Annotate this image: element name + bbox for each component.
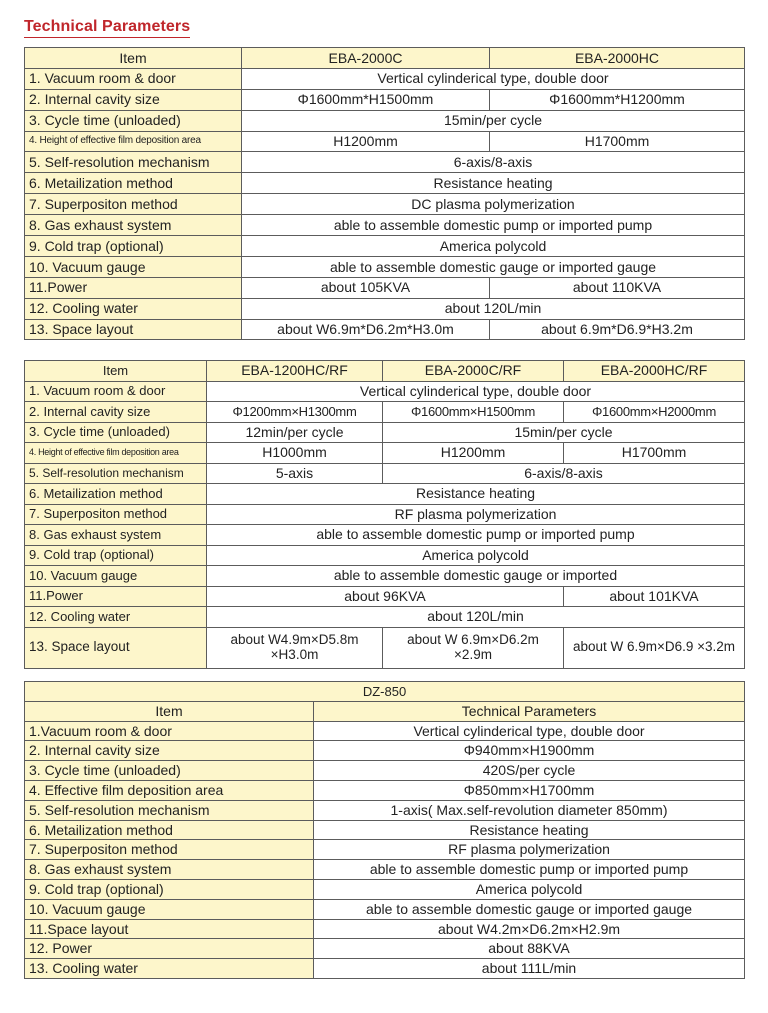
table-row <box>25 152 745 173</box>
row-label: 2. Internal cavity size <box>25 89 242 110</box>
row-value: Vertical cylinderical type, double door <box>314 721 745 741</box>
row-value: about 120L/min <box>242 298 745 319</box>
row-label: 10. Vacuum gauge <box>25 256 242 277</box>
table-row <box>25 899 745 919</box>
table-row <box>25 319 745 340</box>
row-label: 7. Superpositon method <box>25 194 242 215</box>
table-row <box>25 780 745 800</box>
row-value: Φ850mm×H1700mm <box>314 780 745 800</box>
row-value: H1700mm <box>490 131 745 152</box>
column-header: EBA-2000HC <box>490 48 745 69</box>
row-label: 9. Cold trap (optional) <box>25 236 242 257</box>
row-label: 6. Metailization method <box>25 484 207 505</box>
table-row <box>25 110 745 131</box>
table-row <box>25 422 745 443</box>
page-title: Technical Parameters <box>24 18 190 38</box>
row-label: 5. Self-resolution mechanism <box>25 800 314 820</box>
spec-table-eba-rf <box>24 360 745 669</box>
row-label: 13. Space layout <box>25 319 242 340</box>
row-value: about W 6.9m×D6.2m ×2.9m <box>383 627 564 668</box>
table-row <box>25 545 745 566</box>
row-value: able to assemble domestic gauge or imported gauge <box>314 899 745 919</box>
row-value: RF plasma polymerization <box>207 504 745 525</box>
table-row <box>25 463 745 484</box>
column-header: Item <box>25 701 314 721</box>
row-value: able to assemble domestic pump or imported pump <box>242 215 745 236</box>
row-label: 1. Vacuum room & door <box>25 381 207 402</box>
table-row <box>25 484 745 505</box>
row-value: America polycold <box>314 879 745 899</box>
table-row <box>25 566 745 587</box>
row-label: 12. Cooling water <box>25 607 207 628</box>
row-value: 5-axis <box>207 463 383 484</box>
row-label: 1.Vacuum room & door <box>25 721 314 741</box>
column-header: Item <box>25 48 242 69</box>
row-label: 10. Vacuum gauge <box>25 899 314 919</box>
row-value: DC plasma polymerization <box>242 194 745 215</box>
row-label: 11.Power <box>25 277 242 298</box>
row-value: able to assemble domestic gauge or imported <box>207 566 745 587</box>
row-value: America polycold <box>207 545 745 566</box>
table-row <box>25 939 745 959</box>
row-value: Φ1600mm×H2000mm <box>564 402 745 423</box>
table-row <box>25 627 745 668</box>
row-value: 15min/per cycle <box>242 110 745 131</box>
row-value: Resistance heating <box>242 173 745 194</box>
row-value: able to assemble domestic gauge or imported gauge <box>242 256 745 277</box>
table-header-row <box>25 48 745 69</box>
table-row <box>25 741 745 761</box>
table-row <box>25 381 745 402</box>
column-header: EBA-2000C <box>242 48 490 69</box>
row-value: about W4.9m×D5.8m ×H3.0m <box>207 627 383 668</box>
table-row <box>25 402 745 423</box>
row-value: about 88KVA <box>314 939 745 959</box>
row-value: Φ940mm×H1900mm <box>314 741 745 761</box>
row-value: about 120L/min <box>207 607 745 628</box>
row-value: able to assemble domestic pump or imported pump <box>314 860 745 880</box>
table-row <box>25 820 745 840</box>
row-value: Φ1600mm×H1500mm <box>383 402 564 423</box>
row-label: 11.Power <box>25 586 207 607</box>
row-label: 9. Cold trap (optional) <box>25 879 314 899</box>
row-value: Vertical cylinderical type, double door <box>242 68 745 89</box>
row-label: 7. Superpositon method <box>25 840 314 860</box>
row-label: 2. Internal cavity size <box>25 402 207 423</box>
table-row <box>25 89 745 110</box>
row-value: about 6.9m*D6.9*H3.2m <box>490 319 745 340</box>
row-value: 12min/per cycle <box>207 422 383 443</box>
row-value: 6-axis/8-axis <box>242 152 745 173</box>
row-value: about W 6.9m×D6.9 ×3.2m <box>564 627 745 668</box>
row-label: 8. Gas exhaust system <box>25 525 207 546</box>
table-row <box>25 194 745 215</box>
row-value: Vertical cylinderical type, double door <box>207 381 745 402</box>
row-label: 4. Height of effective film deposition area <box>25 131 242 152</box>
table-header-row <box>25 361 745 382</box>
table-row <box>25 840 745 860</box>
row-value: 6-axis/8-axis <box>383 463 745 484</box>
row-value: Resistance heating <box>207 484 745 505</box>
row-value: H1200mm <box>242 131 490 152</box>
row-value: H1000mm <box>207 443 383 464</box>
table-row <box>25 298 745 319</box>
row-label: 13. Cooling water <box>25 959 314 979</box>
table-row <box>25 959 745 979</box>
row-value: America polycold <box>242 236 745 257</box>
table-row <box>25 236 745 257</box>
row-label: 3. Cycle time (unloaded) <box>25 761 314 781</box>
table-row <box>25 761 745 781</box>
row-value: about 101KVA <box>564 586 745 607</box>
table-row <box>25 721 745 741</box>
row-value: about 111L/min <box>314 959 745 979</box>
row-value: Φ1600mm*H1200mm <box>490 89 745 110</box>
row-label: 6. Metailization method <box>25 173 242 194</box>
row-value: about 96KVA <box>207 586 564 607</box>
row-value: H1200mm <box>383 443 564 464</box>
row-value: able to assemble domestic pump or imported pump <box>207 525 745 546</box>
spec-table-eba-2000 <box>24 47 745 340</box>
table-row <box>25 607 745 628</box>
row-label: 3. Cycle time (unloaded) <box>25 422 207 443</box>
table-row <box>25 215 745 236</box>
row-value: about 110KVA <box>490 277 745 298</box>
row-value: 1-axis( Max.self-revolution diameter 850mm) <box>314 800 745 820</box>
row-label: 4. Height of effective film deposition area <box>25 443 207 464</box>
table-row <box>25 277 745 298</box>
row-value: H1700mm <box>564 443 745 464</box>
row-label: 12. Cooling water <box>25 298 242 319</box>
row-label: 4. Effective film deposition area <box>25 780 314 800</box>
row-value: about 105KVA <box>242 277 490 298</box>
table-row <box>25 860 745 880</box>
table-row <box>25 879 745 899</box>
row-value: Φ1200mm×H1300mm <box>207 402 383 423</box>
row-label: 1. Vacuum room & door <box>25 68 242 89</box>
spec-table-dz-850 <box>24 681 745 979</box>
model-name: DZ-850 <box>25 682 745 702</box>
row-label: 8. Gas exhaust system <box>25 215 242 236</box>
table-header-row <box>25 701 745 721</box>
table-row <box>25 131 745 152</box>
row-label: 3. Cycle time (unloaded) <box>25 110 242 131</box>
row-label: 6. Metailization method <box>25 820 314 840</box>
row-label: 9. Cold trap (optional) <box>25 545 207 566</box>
row-value: about W4.2m×D6.2m×H2.9m <box>314 919 745 939</box>
row-label: 2. Internal cavity size <box>25 741 314 761</box>
row-label: 5. Self-resolution mechanism <box>25 152 242 173</box>
table-row <box>25 68 745 89</box>
row-value: about W6.9m*D6.2m*H3.0m <box>242 319 490 340</box>
row-label: 13. Space layout <box>25 627 207 668</box>
column-header: EBA-1200HC/RF <box>207 361 383 382</box>
row-value: 15min/per cycle <box>383 422 745 443</box>
row-label: 10. Vacuum gauge <box>25 566 207 587</box>
row-label: 12. Power <box>25 939 314 959</box>
column-header: EBA-2000HC/RF <box>564 361 745 382</box>
table-row <box>25 173 745 194</box>
row-value: RF plasma polymerization <box>314 840 745 860</box>
row-label: 5. Self-resolution mechanism <box>25 463 207 484</box>
column-header: EBA-2000C/RF <box>383 361 564 382</box>
row-value: Resistance heating <box>314 820 745 840</box>
row-label: 7. Superpositon method <box>25 504 207 525</box>
table-row <box>25 919 745 939</box>
row-value: 420S/per cycle <box>314 761 745 781</box>
row-value: Φ1600mm*H1500mm <box>242 89 490 110</box>
table-row <box>25 800 745 820</box>
column-header: Item <box>25 361 207 382</box>
table-row <box>25 256 745 277</box>
row-label: 8. Gas exhaust system <box>25 860 314 880</box>
table-row <box>25 443 745 464</box>
table-row <box>25 586 745 607</box>
table-row <box>25 525 745 546</box>
table-model-row <box>25 682 745 702</box>
table-row <box>25 504 745 525</box>
column-header: Technical Parameters <box>314 701 745 721</box>
row-label: 11.Space layout <box>25 919 314 939</box>
